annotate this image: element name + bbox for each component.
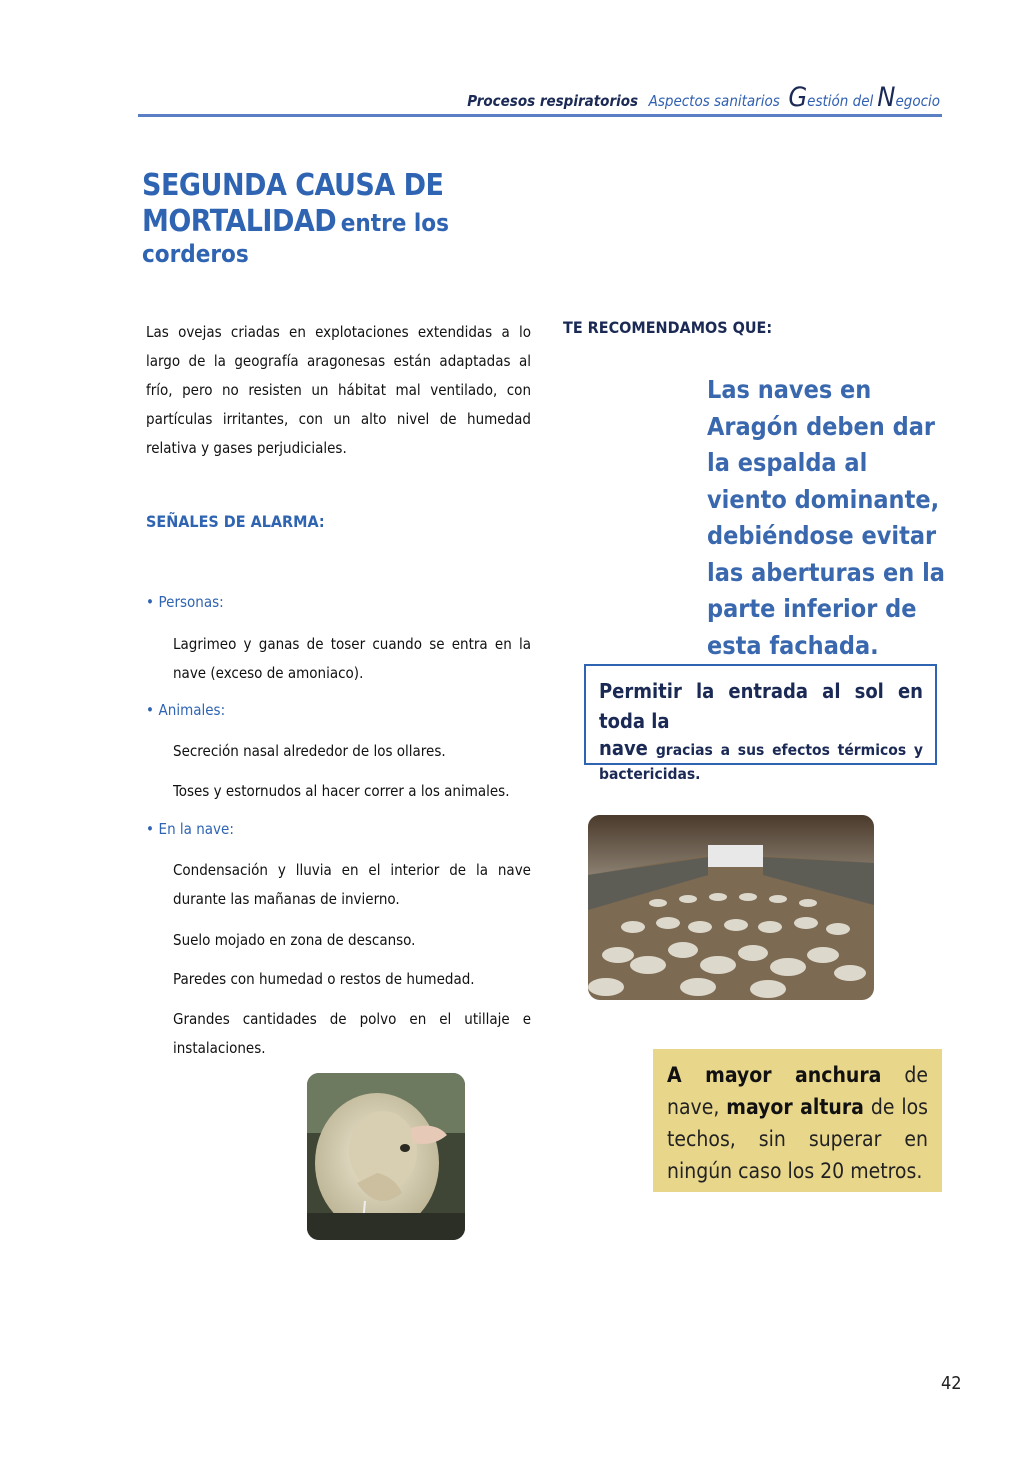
nave-dimensions-box bbox=[653, 1049, 942, 1192]
header-n-cap: N bbox=[877, 82, 896, 113]
title-line-1: SEGUNDA CAUSA DE bbox=[142, 168, 444, 203]
alarm-group-label: Personas: bbox=[158, 593, 224, 611]
header-g-cap: G bbox=[788, 82, 808, 113]
alarm-item: Paredes con humedad o restos de humedad. bbox=[173, 970, 475, 988]
sunlight-box bbox=[584, 664, 937, 783]
sunlight-rest: gracias a sus efectos térmicos y bactericidas. bbox=[599, 741, 923, 783]
recommend-quote: Las naves en Aragón deben dar la espalda al viento dominante, debiéndose evitar las aberturas en la parte inferior de esta fachada. bbox=[707, 375, 945, 660]
bullet-icon: • bbox=[146, 820, 154, 838]
alarm-item: Toses y estornudos al hacer correr a los animales. bbox=[173, 782, 510, 800]
gold-text-2: de los techos, sin superar en ningún caso los 20 metros. bbox=[667, 1095, 928, 1183]
alarm-group-label: En la nave: bbox=[158, 820, 234, 838]
header-g-rest: estión del bbox=[807, 92, 874, 110]
sheep-shed-illustration bbox=[588, 815, 874, 1000]
alarm-item: Suelo mojado en zona de descanso. bbox=[173, 931, 416, 949]
alarm-group-label: Animales: bbox=[158, 701, 226, 719]
intro-paragraph: Las ovejas criadas en explotaciones extendidas a lo largo de la geografía aragonesas están adaptadas al frío, pero no resisten un hábitat mal ventilado, con partículas irritantes, con un alto nivel de humedad relativa y gases perjudiciales. bbox=[146, 323, 531, 457]
running-header bbox=[467, 82, 940, 113]
gold-bold-1: A mayor anchura bbox=[667, 1063, 882, 1087]
sheep-shed-photo bbox=[588, 815, 874, 1000]
sunlight-line-1: Permitir la entrada al sol en toda la bbox=[599, 679, 923, 733]
header-rule bbox=[138, 114, 942, 117]
alarm-item: Secreción nasal alrededor de los ollares. bbox=[173, 742, 446, 760]
title-line-3: corderos bbox=[142, 240, 249, 268]
alarm-item: Condensación y lluvia en el interior de la nave durante las mañanas de invierno. bbox=[173, 861, 531, 908]
sheep-photo bbox=[307, 1073, 465, 1240]
sunlight-word: nave bbox=[599, 736, 648, 760]
bullet-icon: • bbox=[146, 701, 154, 719]
alarm-item: Grandes cantidades de polvo en el utillaje e instalaciones. bbox=[173, 1010, 531, 1057]
alarm-group-personas bbox=[146, 592, 224, 611]
header-n-rest: egocio bbox=[895, 92, 940, 110]
gold-text-1: de nave, bbox=[667, 1063, 929, 1119]
gold-bold-2: mayor altura bbox=[726, 1095, 864, 1119]
sheep-illustration bbox=[307, 1073, 465, 1240]
recommend-heading: TE RECOMENDAMOS QUE: bbox=[563, 318, 773, 337]
title-line-2-small: entre los bbox=[340, 209, 449, 237]
page-title bbox=[142, 168, 522, 269]
alarm-group-nave bbox=[146, 819, 234, 838]
title-line-2: MORTALIDAD bbox=[142, 204, 337, 239]
bullet-icon: • bbox=[146, 593, 154, 611]
header-section-2: Aspectos sanitarios bbox=[648, 92, 780, 110]
header-section-1: Procesos respiratorios bbox=[467, 92, 639, 110]
alarm-group-animales bbox=[146, 700, 225, 719]
alarm-item: Lagrimeo y ganas de toser cuando se entra en la nave (exceso de amoniaco). bbox=[173, 635, 531, 682]
page-number: 42 bbox=[941, 1373, 962, 1394]
alarm-heading: SEÑALES DE ALARMA: bbox=[146, 512, 325, 531]
